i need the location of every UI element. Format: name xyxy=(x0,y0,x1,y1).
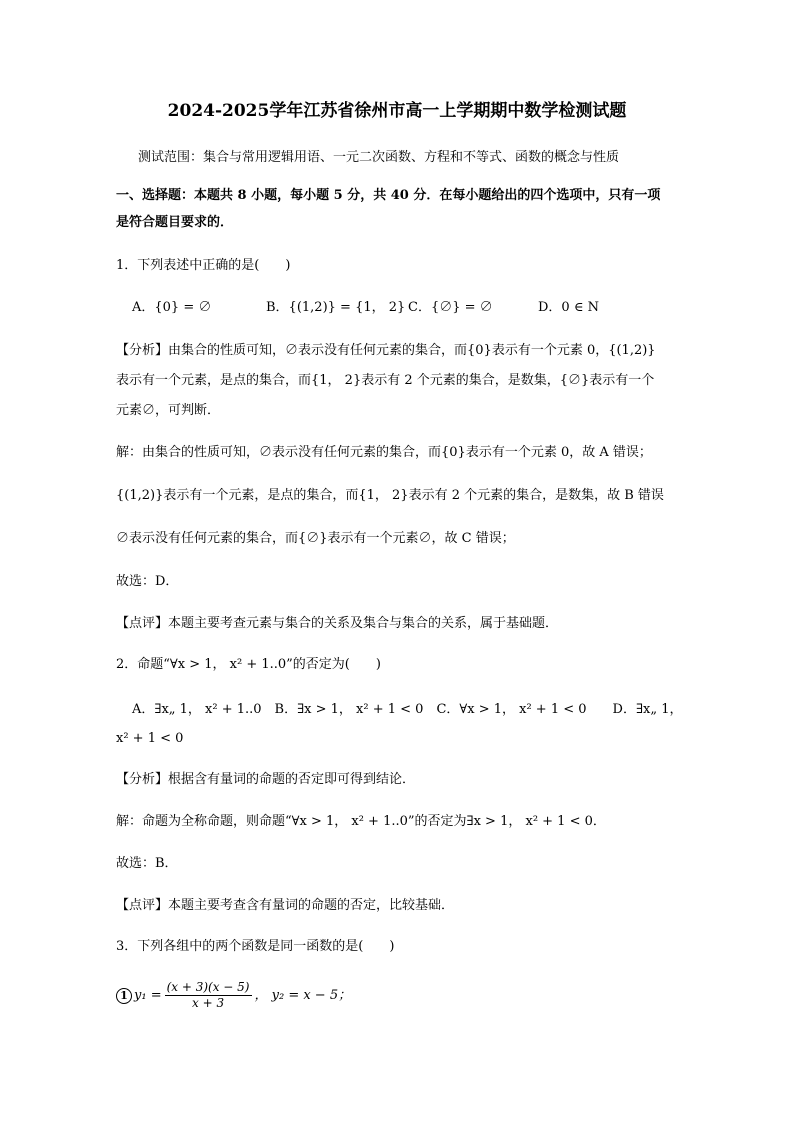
q1-option-c: C．{∅} = ∅ xyxy=(408,300,493,315)
q1-option-d: D．0 ∈ N xyxy=(538,300,599,315)
q2-analysis: 【分析】根据含有量词的命题的否定即可得到结论． xyxy=(116,772,416,787)
q1-answer: 故选：D． xyxy=(116,574,179,589)
q1-option-b: B．{(1,2)} = {1， 2} xyxy=(266,300,406,315)
q1-analysis-line3: 元素∅，可判断． xyxy=(116,403,221,418)
q2-comment: 【点评】本题主要考查含有量词的命题的否定，比较基础． xyxy=(116,898,455,913)
q3-item-1 xyxy=(116,980,686,1011)
section-heading-line2: 是符合题目要求的． xyxy=(116,215,234,230)
q2-answer: 故选：B． xyxy=(116,856,178,871)
q1-solution-line3: ∅表示没有任何元素的集合，而{∅}表示有一个元素∅，故 C 错误； xyxy=(116,531,515,546)
q2-solution: 解：命题为全称命题，则命题“∀x > 1， x² + 1..0”的否定为∃x > 1， x² + 1 < 0． xyxy=(116,814,606,829)
circled-number-1: 1 xyxy=(116,988,132,1004)
q1-stem: 1．下列表述中正确的是( ) xyxy=(116,258,291,273)
q3-item1-denominator: x + 3 xyxy=(192,996,225,1010)
q3-item1-fraction xyxy=(165,980,252,1011)
q3-item1-lhs: y₁ = xyxy=(134,988,162,1003)
q1-solution-line2: {(1,2)}表示有一个元素，是点的集合，而{1， 2}表示有 2 个元素的集合，是数集，故 B 错误 xyxy=(116,488,664,503)
q3-item1-numerator: (x + 3)(x − 5) xyxy=(166,980,250,994)
q1-analysis-line2: 表示有一个元素，是点的集合，而{1， 2}表示有 2 个元素的集合，是数集，{∅}表示有一个 xyxy=(116,373,655,388)
q1-option-a: A．{0} = ∅ xyxy=(132,300,212,315)
q1-comment: 【点评】本题主要考查元素与集合的关系及集合与集合的关系，属于基础题． xyxy=(116,616,559,631)
q2-stem: 2．命题“∀x > 1， x² + 1..0”的否定为( ) xyxy=(116,657,381,672)
page-title: 2024-2025学年江苏省徐州市高一上学期期中数学检测试题 xyxy=(167,101,627,121)
q1-solution-line1: 解：由集合的性质可知，∅表示没有任何元素的集合，而{0}表示有一个元素 0，故 A 错误； xyxy=(116,445,652,460)
section-heading-line1: 一、选择题：本题共 8 小题，每小题 5 分，共 40 分．在每小题给出的四个选项中，只有一项 xyxy=(116,188,661,203)
q1-analysis-line1: 【分析】由集合的性质可知，∅表示没有任何元素的集合，而{0}表示有一个元素 0，{(1,2)} xyxy=(116,343,656,358)
q3-stem: 3．下列各组中的两个函数是同一函数的是( ) xyxy=(116,939,395,954)
test-scope: 测试范围：集合与常用逻辑用语、一元二次函数、方程和不等式、函数的概念与性质 xyxy=(138,150,620,165)
q2-options-line1: A．∃x„ 1， x² + 1..0 B．∃x > 1， x² + 1 < 0 C．∀x > 1， x² + 1 < 0 D．∃x„ 1， xyxy=(132,702,683,717)
q2-options-line2: x² + 1 < 0 xyxy=(116,731,184,746)
q3-item1-rhs: ， y₂ = x − 5； xyxy=(254,988,352,1003)
